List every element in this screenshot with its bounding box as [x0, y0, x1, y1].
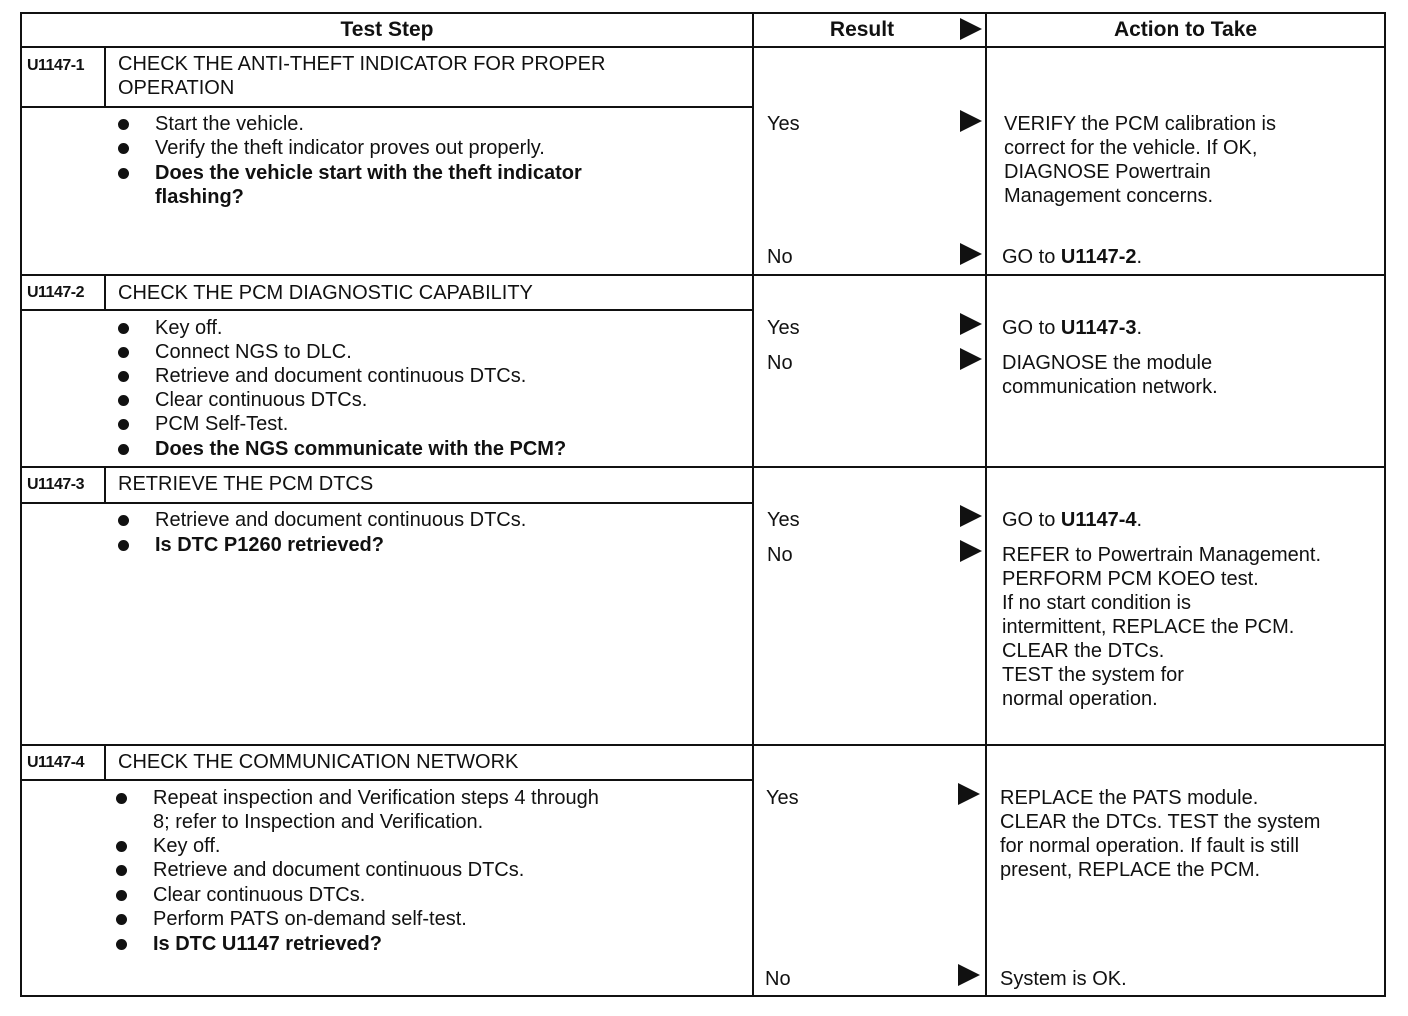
result-arrow-icon [960, 540, 982, 562]
step-title: CHECK THE PCM DIAGNOSTIC CAPABILITY [118, 282, 533, 304]
bullet-item: Does the NGS communicate with the PCM? [155, 437, 566, 461]
bullet-icon [116, 914, 127, 925]
step-title-line: CHECK THE ANTI-THEFT INDICATOR FOR PROPER [118, 53, 606, 75]
bullet-item: PCM Self-Test. [155, 412, 288, 436]
result-no: No [767, 246, 793, 268]
code-divider [104, 466, 106, 504]
row-divider [20, 274, 1386, 276]
header-result: Result [829, 18, 895, 41]
result-arrow-icon [958, 964, 980, 986]
title-underline [20, 106, 754, 108]
step-title [118, 52, 605, 100]
action-text: REPLACE the PATS module. CLEAR the DTCs. TEST the system for normal operation. If fault is still present, REPLACE the PCM. [1000, 787, 1321, 881]
bullet-icon [118, 119, 129, 130]
bullet-item: Start the vehicle. [155, 112, 304, 136]
bullet-item: Retrieve and document continuous DTCs. [155, 364, 526, 388]
column-divider-teststep [752, 12, 754, 997]
row-divider [20, 466, 1386, 468]
bullet-icon [118, 515, 129, 526]
table-border-right [1384, 12, 1386, 997]
result-arrow-icon [960, 505, 982, 527]
bullet-icon [116, 865, 127, 876]
bullet-icon [118, 323, 129, 334]
bullet-icon [116, 793, 127, 804]
bullet-item: Connect NGS to DLC. [155, 340, 352, 364]
result-no: No [767, 544, 793, 566]
bullet-item: Clear continuous DTCs. [155, 388, 367, 412]
bullet-item: Verify the theft indicator proves out properly. [155, 136, 545, 160]
bullet-icon [118, 419, 129, 430]
code-divider [104, 274, 106, 311]
action-text: GO to U1147-3. [1002, 317, 1143, 339]
step-title-line: OPERATION [118, 77, 235, 99]
result-yes: Yes [767, 113, 800, 135]
code-divider [104, 744, 106, 781]
bullet-icon [118, 371, 129, 382]
bullet-item: Is DTC U1147 retrieved? [153, 932, 382, 956]
bullet-icon [116, 890, 127, 901]
result-no: No [767, 352, 793, 374]
title-underline [20, 779, 754, 781]
title-underline [20, 502, 754, 504]
result-arrow-icon [960, 313, 982, 335]
bullet-continuation: flashing? [155, 186, 244, 208]
bullet-item: Retrieve and document continuous DTCs. [155, 508, 526, 532]
bullet-item: Retrieve and document continuous DTCs. [153, 858, 524, 882]
result-yes: Yes [767, 509, 800, 531]
step-code: U1147-2 [27, 284, 84, 301]
bullet-item: Key off. [155, 316, 222, 340]
code-divider [104, 46, 106, 108]
step-title: CHECK THE COMMUNICATION NETWORK [118, 751, 519, 773]
column-divider-result [985, 12, 987, 997]
bullet-icon [118, 347, 129, 358]
action-text: System is OK. [1000, 968, 1127, 990]
bullet-icon [118, 143, 129, 154]
action-text: GO to U1147-2. [1002, 246, 1143, 268]
bullet-icon [118, 444, 129, 455]
bullet-item: Perform PATS on-demand self-test. [153, 907, 467, 931]
result-yes: Yes [766, 787, 799, 809]
row-divider [20, 744, 1386, 746]
step-title: RETRIEVE THE PCM DTCS [118, 473, 374, 495]
bullet-icon [118, 395, 129, 406]
bullet-icon [118, 540, 129, 551]
step-code: U1147-1 [27, 57, 84, 74]
header-test-step: Test Step [340, 18, 434, 41]
result-arrow-icon [958, 783, 980, 805]
header-arrow-icon [960, 18, 982, 40]
bullet-item: Key off. [153, 834, 220, 858]
bullet-icon [116, 841, 127, 852]
action-text: VERIFY the PCM calibration is correct for the vehicle. If OK, DIAGNOSE Powertrain Management concerns. [1004, 113, 1276, 207]
step-code: U1147-4 [27, 754, 84, 771]
action-text: DIAGNOSE the module communication network. [1002, 352, 1218, 398]
action-text: GO to U1147-4. [1002, 509, 1143, 531]
bullet-item: Is DTC P1260 retrieved? [155, 533, 384, 557]
bullet-item: Repeat inspection and Verification steps 4 through [153, 786, 599, 810]
bullet-item: Does the vehicle start with the theft indicator [155, 161, 582, 185]
bullet-icon [116, 939, 127, 950]
title-underline [20, 309, 754, 311]
result-no: No [765, 968, 791, 990]
table-border-left [20, 12, 22, 997]
step-code: U1147-3 [27, 476, 84, 493]
result-arrow-icon [960, 348, 982, 370]
bullet-continuation: 8; refer to Inspection and Verification. [153, 811, 484, 833]
bullet-icon [118, 168, 129, 179]
table-border-bottom [20, 995, 1386, 997]
result-arrow-icon [960, 110, 982, 132]
bullet-item: Clear continuous DTCs. [153, 883, 365, 907]
action-text: REFER to Powertrain Management. PERFORM PCM KOEO test. If no start condition is intermittent, REPLACE the PCM. CLEAR the DTCs. TEST the system for normal operation. [1002, 544, 1322, 710]
result-arrow-icon [960, 243, 982, 265]
header-action: Action to Take [1113, 18, 1258, 41]
header-divider [20, 46, 1386, 48]
result-yes: Yes [767, 317, 800, 339]
